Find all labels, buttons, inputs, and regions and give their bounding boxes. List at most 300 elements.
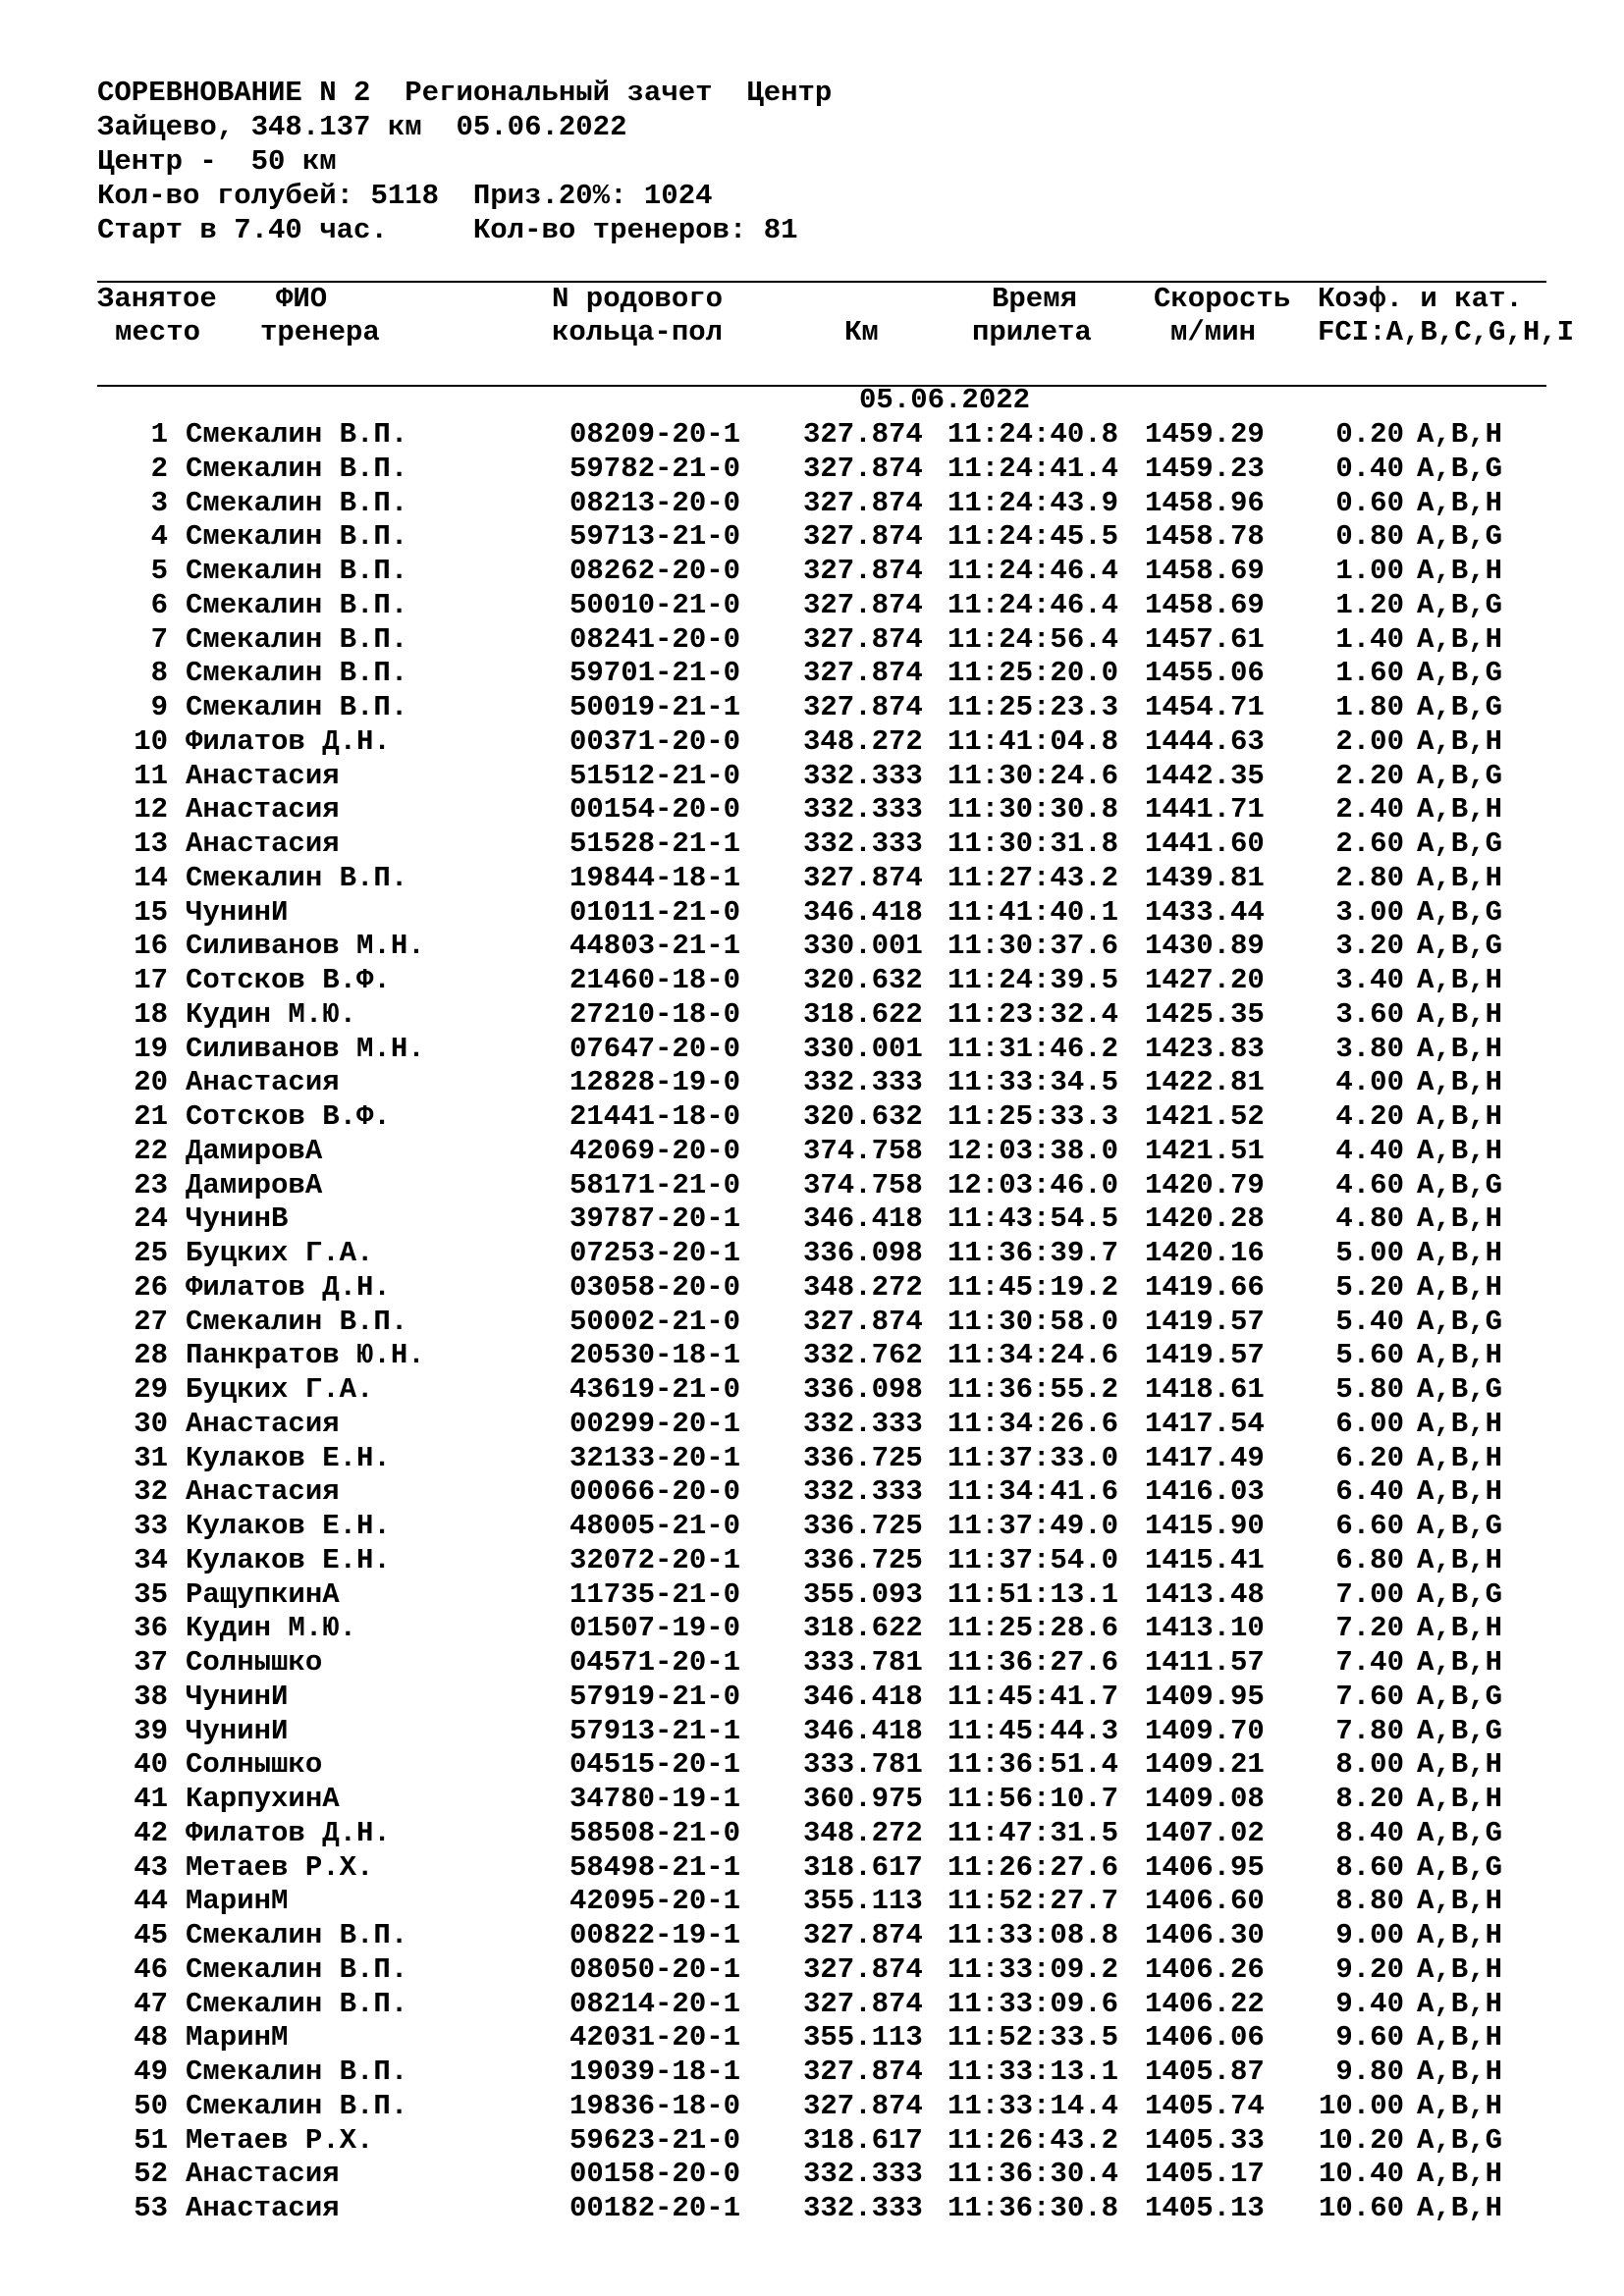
time-cell: 11:37:33.0: [947, 1441, 1119, 1474]
speed-cell: 1421.51: [1145, 1134, 1265, 1167]
coef-cell: 6.80: [1335, 1543, 1404, 1576]
table-row: [0, 1885, 1624, 1919]
km-cell: 318.622: [803, 997, 923, 1031]
ring-cell: 43619-21-0: [569, 1373, 741, 1406]
speed-cell: 1427.20: [1145, 964, 1265, 996]
name-cell: ДамировА: [186, 1168, 323, 1201]
category-cell: A,B,H: [1417, 1202, 1503, 1236]
category-cell: A,B,G: [1417, 452, 1503, 485]
results-table: [0, 418, 1624, 2226]
time-cell: 11:33:14.4: [947, 2089, 1119, 2122]
table-row: [0, 487, 1624, 521]
col-coef-1: Коэф. и кат.: [1318, 283, 1523, 315]
km-cell: 332.333: [803, 2158, 923, 2191]
coef-cell: 5.40: [1335, 1305, 1404, 1338]
name-cell: Кулаков Е.Н.: [186, 1510, 391, 1542]
name-cell: Метаев Р.Х.: [186, 2123, 374, 2157]
place-cell: 34: [134, 1543, 168, 1576]
speed-cell: 1409.21: [1145, 1748, 1265, 1782]
place-cell: 44: [134, 1885, 168, 1918]
place-cell: 13: [134, 828, 168, 860]
km-cell: 318.617: [803, 2123, 923, 2157]
coef-cell: 9.40: [1335, 1987, 1404, 2020]
place-cell: 52: [134, 2158, 168, 2191]
category-cell: A,B,H: [1417, 1885, 1503, 1918]
ring-cell: 50002-21-0: [569, 1305, 741, 1338]
place-cell: 47: [134, 1987, 168, 2020]
col-name-1: ФИО: [276, 283, 328, 315]
ring-cell: 07253-20-1: [569, 1237, 741, 1269]
speed-cell: 1423.83: [1145, 1032, 1265, 1065]
table-row: [0, 964, 1624, 998]
km-cell: 348.272: [803, 1816, 923, 1849]
km-cell: 327.874: [803, 861, 923, 894]
km-cell: 346.418: [803, 1714, 923, 1747]
speed-cell: 1416.03: [1145, 1475, 1265, 1509]
ring-cell: 44803-21-1: [569, 930, 741, 963]
coef-cell: 4.40: [1335, 1134, 1404, 1167]
time-cell: 11:36:30.8: [947, 2192, 1119, 2224]
category-cell: A,B,H: [1417, 622, 1503, 656]
speed-cell: 1442.35: [1145, 759, 1265, 792]
time-cell: 11:30:24.6: [947, 759, 1119, 792]
place-cell: 14: [134, 861, 168, 894]
time-cell: 11:45:41.7: [947, 1680, 1119, 1713]
ring-cell: 08209-20-1: [569, 418, 741, 451]
category-cell: A,B,G: [1417, 828, 1503, 860]
coef-cell: 4.00: [1335, 1066, 1404, 1099]
coef-cell: 10.20: [1318, 2123, 1404, 2157]
time-cell: 11:34:24.6: [947, 1339, 1119, 1372]
speed-cell: 1441.71: [1145, 793, 1265, 827]
place-cell: 7: [150, 622, 168, 656]
table-row: [0, 1544, 1624, 1578]
coef-cell: 1.40: [1335, 622, 1404, 656]
coef-cell: 6.40: [1335, 1475, 1404, 1509]
ring-cell: 50019-21-1: [569, 691, 741, 723]
ring-cell: 04571-20-1: [569, 1646, 741, 1679]
coef-cell: 7.80: [1335, 1714, 1404, 1747]
km-cell: 348.272: [803, 724, 923, 758]
place-cell: 22: [134, 1134, 168, 1167]
name-cell: Анастасия: [186, 1475, 340, 1509]
category-cell: A,B,H: [1417, 1407, 1503, 1440]
category-cell: A,B,G: [1417, 1714, 1503, 1747]
speed-cell: 1459.29: [1145, 418, 1265, 451]
speed-cell: 1406.30: [1145, 1919, 1265, 1951]
coef-cell: 8.20: [1335, 1783, 1404, 1815]
ring-cell: 00182-20-1: [569, 2192, 741, 2224]
name-cell: Силиванов М.Н.: [186, 1032, 425, 1065]
table-row: [0, 2090, 1624, 2124]
table-row: [0, 1851, 1624, 1886]
km-cell: 332.762: [803, 1339, 923, 1372]
place-cell: 38: [134, 1680, 168, 1713]
name-cell: Смекалин В.П.: [186, 555, 408, 587]
time-cell: 12:03:38.0: [947, 1134, 1119, 1167]
time-cell: 11:56:10.7: [947, 1783, 1119, 1815]
col-ring-2: кольца-пол: [552, 316, 724, 348]
table-row: [0, 1475, 1624, 1510]
category-cell: A,B,G: [1417, 1680, 1503, 1713]
coef-cell: 2.40: [1335, 793, 1404, 827]
km-cell: 333.781: [803, 1748, 923, 1782]
km-cell: 374.758: [803, 1134, 923, 1167]
place-cell: 50: [134, 2089, 168, 2122]
table-row: [0, 998, 1624, 1033]
category-cell: A,B,G: [1417, 1510, 1503, 1542]
place-cell: 39: [134, 1714, 168, 1747]
km-cell: 355.093: [803, 1577, 923, 1611]
category-cell: A,B,G: [1417, 588, 1503, 621]
name-cell: ЧунинВ: [186, 1202, 289, 1236]
name-cell: ДамировА: [186, 1134, 323, 1167]
table-row: [0, 1578, 1624, 1613]
km-cell: 336.725: [803, 1543, 923, 1576]
ring-cell: 19844-18-1: [569, 861, 741, 894]
name-cell: Смекалин В.П.: [186, 588, 408, 621]
coef-cell: 9.80: [1335, 2056, 1404, 2088]
speed-cell: 1420.79: [1145, 1168, 1265, 1201]
place-cell: 9: [150, 691, 168, 723]
name-cell: Смекалин В.П.: [186, 691, 408, 723]
place-cell: 53: [134, 2192, 168, 2224]
start-line: Старт в 7.40 час. Кол-во тренеров: 81: [97, 214, 798, 246]
ring-cell: 04515-20-1: [569, 1748, 741, 1782]
coef-cell: 8.40: [1335, 1816, 1404, 1849]
time-cell: 11:33:13.1: [947, 2056, 1119, 2088]
coef-cell: 2.00: [1335, 724, 1404, 758]
time-cell: 11:45:19.2: [947, 1270, 1119, 1304]
speed-cell: 1405.74: [1145, 2089, 1265, 2122]
name-cell: Смекалин В.П.: [186, 1987, 408, 2020]
ring-cell: 42069-20-0: [569, 1134, 741, 1167]
place-cell: 24: [134, 1202, 168, 1236]
category-cell: A,B,H: [1417, 555, 1503, 587]
category-cell: A,B,H: [1417, 1543, 1503, 1576]
time-cell: 11:25:20.0: [947, 657, 1119, 690]
table-row: [0, 1408, 1624, 1442]
place-cell: 49: [134, 2056, 168, 2088]
category-cell: A,B,H: [1417, 1952, 1503, 1986]
competition-title: СОРЕВНОВАНИЕ N 2 Региональный зачет Центр: [97, 77, 833, 109]
table-row: [0, 1715, 1624, 1749]
place-cell: 20: [134, 1066, 168, 1099]
time-cell: 11:24:39.5: [947, 964, 1119, 996]
category-cell: A,B,H: [1417, 861, 1503, 894]
ring-cell: 42031-20-1: [569, 2021, 741, 2055]
speed-cell: 1409.70: [1145, 1714, 1265, 1747]
table-row: [0, 862, 1624, 896]
ring-cell: 32072-20-1: [569, 1543, 741, 1576]
name-cell: Анастасия: [186, 2192, 340, 2224]
coef-cell: 1.80: [1335, 691, 1404, 723]
time-cell: 11:36:51.4: [947, 1748, 1119, 1782]
table-row: [0, 589, 1624, 623]
ring-cell: 08050-20-1: [569, 1952, 741, 1986]
km-cell: 346.418: [803, 895, 923, 929]
coef-cell: 6.00: [1335, 1407, 1404, 1440]
category-cell: A,B,G: [1417, 1850, 1503, 1884]
ring-cell: 59713-21-0: [569, 520, 741, 554]
table-row: [0, 1373, 1624, 1408]
km-cell: 330.001: [803, 930, 923, 963]
speed-cell: 1430.89: [1145, 930, 1265, 963]
ring-cell: 01507-19-0: [569, 1612, 741, 1645]
km-cell: 360.975: [803, 1783, 923, 1815]
coef-cell: 10.00: [1318, 2089, 1404, 2122]
speed-cell: 1422.81: [1145, 1066, 1265, 1099]
name-cell: ЧунинИ: [186, 1714, 289, 1747]
name-cell: Смекалин В.П.: [186, 520, 408, 554]
ring-cell: 08214-20-1: [569, 1987, 741, 2020]
category-cell: A,B,G: [1417, 1577, 1503, 1611]
time-cell: 11:27:43.2: [947, 861, 1119, 894]
ring-cell: 11735-21-0: [569, 1577, 741, 1611]
category-cell: A,B,H: [1417, 1134, 1503, 1167]
coef-cell: 7.20: [1335, 1612, 1404, 1645]
place-cell: 29: [134, 1373, 168, 1406]
table-row: [0, 1339, 1624, 1373]
time-cell: 11:36:30.4: [947, 2158, 1119, 2191]
col-name-2: тренера: [260, 316, 380, 348]
km-cell: 332.333: [803, 2192, 923, 2224]
time-cell: 11:23:32.4: [947, 997, 1119, 1031]
name-cell: Анастасия: [186, 1066, 340, 1099]
table-row: [0, 1988, 1624, 2022]
place-cell: 30: [134, 1407, 168, 1440]
km-cell: 327.874: [803, 588, 923, 621]
col-speed-2: м/мин: [1170, 316, 1257, 348]
ring-cell: 57919-21-0: [569, 1680, 741, 1713]
time-cell: 11:31:46.2: [947, 1032, 1119, 1065]
km-cell: 327.874: [803, 1305, 923, 1338]
ring-cell: 00371-20-0: [569, 724, 741, 758]
table-row: [0, 1612, 1624, 1646]
time-cell: 11:33:34.5: [947, 1066, 1119, 1099]
speed-cell: 1405.13: [1145, 2192, 1265, 2224]
coef-cell: 8.80: [1335, 1885, 1404, 1918]
name-cell: Смекалин В.П.: [186, 486, 408, 519]
name-cell: Буцких Г.А.: [186, 1237, 374, 1269]
category-cell: A,B,H: [1417, 724, 1503, 758]
speed-cell: 1458.69: [1145, 555, 1265, 587]
coef-cell: 3.00: [1335, 895, 1404, 929]
speed-cell: 1433.44: [1145, 895, 1265, 929]
coef-cell: 2.20: [1335, 759, 1404, 792]
category-cell: A,B,G: [1417, 930, 1503, 963]
category-cell: A,B,G: [1417, 2123, 1503, 2157]
name-cell: Буцких Г.А.: [186, 1373, 374, 1406]
category-cell: A,B,H: [1417, 1339, 1503, 1372]
km-cell: 320.632: [803, 964, 923, 996]
name-cell: Кулаков Е.Н.: [186, 1441, 391, 1474]
km-cell: 327.874: [803, 520, 923, 554]
name-cell: МаринМ: [186, 2021, 289, 2055]
time-cell: 11:47:31.5: [947, 1816, 1119, 1849]
table-row: [0, 2158, 1624, 2192]
speed-cell: 1411.57: [1145, 1646, 1265, 1679]
table-row: [0, 725, 1624, 760]
km-cell: 336.098: [803, 1237, 923, 1269]
time-cell: 11:30:37.6: [947, 930, 1119, 963]
speed-cell: 1458.78: [1145, 520, 1265, 554]
table-row: [0, 1681, 1624, 1715]
category-cell: A,B,H: [1417, 418, 1503, 451]
speed-cell: 1421.52: [1145, 1100, 1265, 1133]
time-cell: 11:52:27.7: [947, 1885, 1119, 1918]
speed-cell: 1444.63: [1145, 724, 1265, 758]
place-cell: 12: [134, 793, 168, 827]
time-cell: 11:34:26.6: [947, 1407, 1119, 1440]
place-cell: 16: [134, 930, 168, 963]
category-cell: A,B,H: [1417, 2158, 1503, 2191]
time-cell: 11:24:46.4: [947, 588, 1119, 621]
place-cell: 17: [134, 964, 168, 996]
col-place-2: место: [115, 316, 201, 348]
ring-cell: 00299-20-1: [569, 1407, 741, 1440]
speed-cell: 1417.54: [1145, 1407, 1265, 1440]
competition-header: [97, 76, 832, 247]
place-cell: 10: [134, 724, 168, 758]
km-cell: 318.622: [803, 1612, 923, 1645]
time-cell: 11:24:43.9: [947, 486, 1119, 519]
speed-cell: 1406.22: [1145, 1987, 1265, 2020]
time-cell: 11:36:39.7: [947, 1237, 1119, 1269]
coef-cell: 0.80: [1335, 520, 1404, 554]
table-row: [0, 2192, 1624, 2226]
coef-cell: 0.20: [1335, 418, 1404, 451]
category-cell: A,B,H: [1417, 1100, 1503, 1133]
name-cell: Смекалин В.П.: [186, 622, 408, 656]
speed-cell: 1455.06: [1145, 657, 1265, 690]
ring-cell: 42095-20-1: [569, 1885, 741, 1918]
place-cell: 45: [134, 1919, 168, 1951]
place-cell: 15: [134, 895, 168, 929]
name-cell: Анастасия: [186, 2158, 340, 2191]
table-row: [0, 1510, 1624, 1544]
table-row: [0, 2056, 1624, 2090]
km-cell: 332.333: [803, 1475, 923, 1509]
table-row: [0, 453, 1624, 487]
km-cell: 332.333: [803, 1066, 923, 1099]
km-cell: 318.617: [803, 1850, 923, 1884]
table-row: [0, 1817, 1624, 1851]
coef-cell: 4.60: [1335, 1168, 1404, 1201]
name-cell: Солнышко: [186, 1646, 323, 1679]
km-cell: 336.725: [803, 1510, 923, 1542]
place-cell: 42: [134, 1816, 168, 1849]
speed-cell: 1417.49: [1145, 1441, 1265, 1474]
category-cell: A,B,H: [1417, 1237, 1503, 1269]
km-cell: 374.758: [803, 1168, 923, 1201]
speed-cell: 1405.33: [1145, 2123, 1265, 2157]
table-row: [0, 1306, 1624, 1340]
place-cell: 36: [134, 1612, 168, 1645]
time-cell: 11:33:09.2: [947, 1952, 1119, 1986]
release-point-line: Зайцево, 348.137 км 05.06.2022: [97, 111, 627, 143]
ring-cell: 00822-19-1: [569, 1919, 741, 1951]
category-cell: A,B,H: [1417, 2056, 1503, 2088]
coef-cell: 4.80: [1335, 1202, 1404, 1236]
speed-cell: 1441.60: [1145, 828, 1265, 860]
category-cell: A,B,H: [1417, 2192, 1503, 2224]
km-cell: 327.874: [803, 418, 923, 451]
time-cell: 12:03:46.0: [947, 1168, 1119, 1201]
table-row: [0, 1169, 1624, 1203]
coef-cell: 7.60: [1335, 1680, 1404, 1713]
name-cell: Смекалин В.П.: [186, 1952, 408, 1986]
place-cell: 4: [150, 520, 168, 554]
ring-cell: 08241-20-0: [569, 622, 741, 656]
km-cell: 327.874: [803, 691, 923, 723]
speed-cell: 1420.16: [1145, 1237, 1265, 1269]
place-cell: 19: [134, 1032, 168, 1065]
place-cell: 33: [134, 1510, 168, 1542]
coef-cell: 4.20: [1335, 1100, 1404, 1133]
km-cell: 333.781: [803, 1646, 923, 1679]
ring-cell: 59782-21-0: [569, 452, 741, 485]
ring-cell: 03058-20-0: [569, 1270, 741, 1304]
place-cell: 35: [134, 1577, 168, 1611]
place-cell: 37: [134, 1646, 168, 1679]
place-cell: 27: [134, 1305, 168, 1338]
km-cell: 327.874: [803, 1987, 923, 2020]
coef-cell: 1.60: [1335, 657, 1404, 690]
category-cell: A,B,G: [1417, 759, 1503, 792]
col-time-2: прилета: [972, 316, 1092, 348]
time-cell: 11:34:41.6: [947, 1475, 1119, 1509]
coef-cell: 9.00: [1335, 1919, 1404, 1951]
category-cell: A,B,H: [1417, 486, 1503, 519]
time-cell: 11:37:49.0: [947, 1510, 1119, 1542]
category-cell: A,B,H: [1417, 1612, 1503, 1645]
table-row: [0, 691, 1624, 725]
time-cell: 11:26:43.2: [947, 2123, 1119, 2157]
time-cell: 11:41:04.8: [947, 724, 1119, 758]
coef-cell: 9.20: [1335, 1952, 1404, 1986]
km-cell: 332.333: [803, 793, 923, 827]
coef-cell: 3.60: [1335, 997, 1404, 1031]
table-row: [0, 1237, 1624, 1271]
km-cell: 327.874: [803, 2056, 923, 2088]
category-cell: A,B,H: [1417, 1987, 1503, 2020]
category-cell: A,B,G: [1417, 895, 1503, 929]
speed-cell: 1406.60: [1145, 1885, 1265, 1918]
name-cell: КарпухинА: [186, 1783, 340, 1815]
name-cell: РащупкинА: [186, 1577, 340, 1611]
place-cell: 26: [134, 1270, 168, 1304]
name-cell: Панкратов Ю.Н.: [186, 1339, 425, 1372]
table-row: [0, 1135, 1624, 1169]
name-cell: Сотсков В.Ф.: [186, 964, 391, 996]
time-cell: 11:24:45.5: [947, 520, 1119, 554]
time-cell: 11:24:56.4: [947, 622, 1119, 656]
place-cell: 11: [134, 759, 168, 792]
category-cell: A,B,H: [1417, 1783, 1503, 1815]
place-cell: 40: [134, 1748, 168, 1782]
table-row: [0, 418, 1624, 453]
time-cell: 11:25:33.3: [947, 1100, 1119, 1133]
place-cell: 8: [150, 657, 168, 690]
time-cell: 11:41:40.1: [947, 895, 1119, 929]
place-cell: 43: [134, 1850, 168, 1884]
coef-cell: 1.00: [1335, 555, 1404, 587]
km-cell: 327.874: [803, 555, 923, 587]
place-cell: 31: [134, 1441, 168, 1474]
coef-cell: 8.00: [1335, 1748, 1404, 1782]
speed-cell: 1418.61: [1145, 1373, 1265, 1406]
